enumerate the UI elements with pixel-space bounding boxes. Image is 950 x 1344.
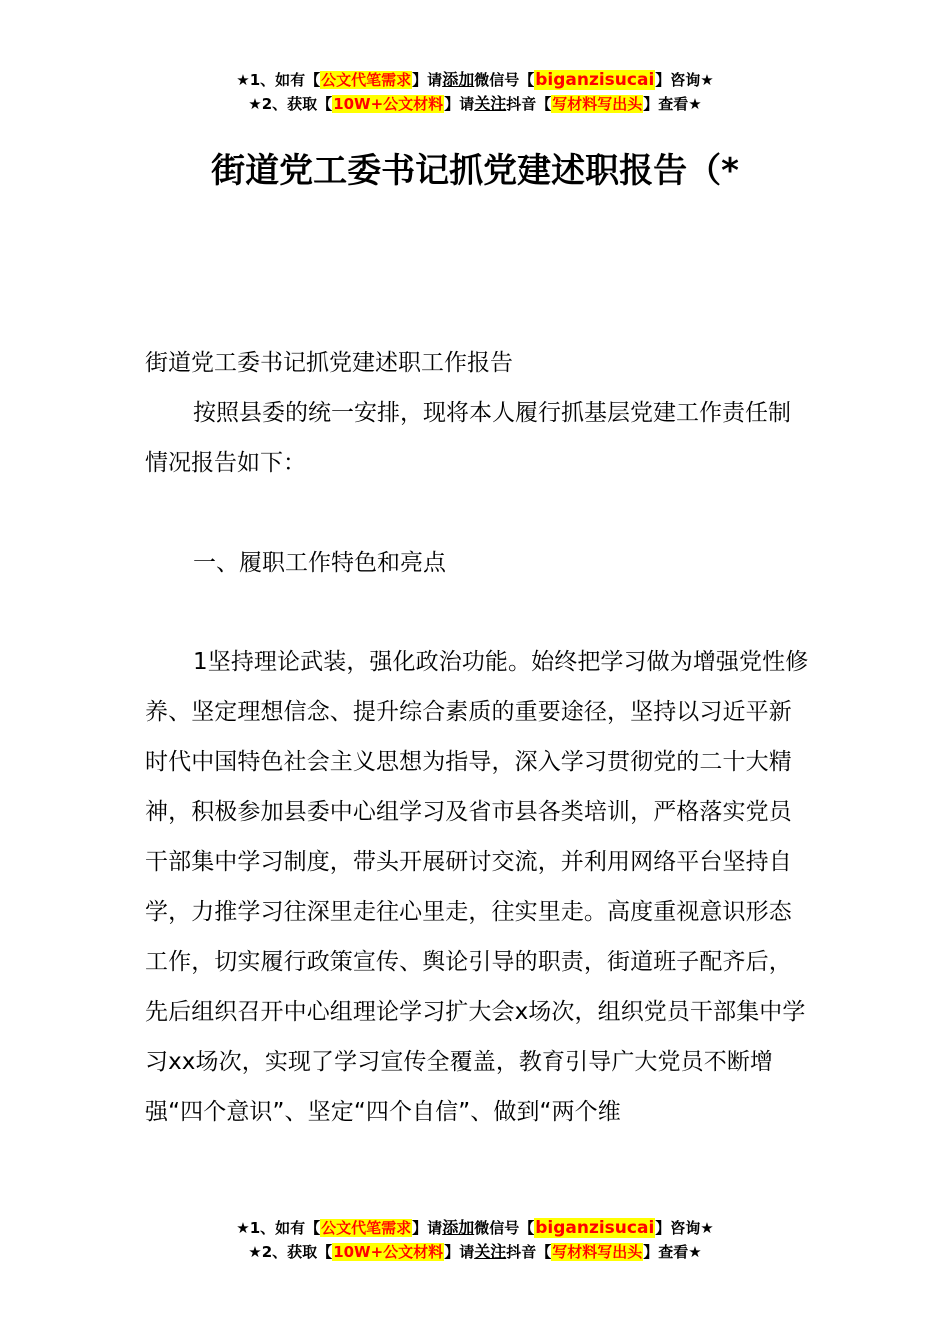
banner-emphasis: 添加 bbox=[442, 1218, 475, 1237]
banner-text: 】请 bbox=[444, 1243, 475, 1261]
banner-text: 】请 bbox=[444, 95, 475, 113]
banner-highlight-wechat: biganzisucai bbox=[535, 70, 655, 90]
banner-text: 微信号【 bbox=[474, 71, 535, 89]
banner-text: 微信号【 bbox=[474, 1219, 535, 1237]
banner-line-1 bbox=[0, 68, 950, 92]
header-banner bbox=[0, 68, 950, 116]
banner-text: 】查看★ bbox=[643, 95, 702, 113]
document-title: 街道党工委书记抓党建述职报告（* bbox=[211, 151, 739, 191]
banner-line-2 bbox=[0, 92, 950, 116]
banner-line-2 bbox=[0, 1240, 950, 1264]
banner-highlight-service: 公文代笔需求 bbox=[321, 1219, 412, 1237]
document-subtitle: 街道党工委书记抓党建述职工作报告 bbox=[145, 350, 513, 376]
banner-text: 抖音【 bbox=[506, 95, 552, 113]
body-paragraph: 1坚持理论武装，强化政治功能。始终把学习做为增强党性修养、坚定理想信念、提升综合素质的重要途径，坚持以习近平新时代中国特色社会主义思想为指导，深入学习贯彻党的二十大精神，积极参加县委中心组学习及省市县各类培训，严格落实党员干部集中学习制度，带头开展研讨交流，并利用网络平台坚持自学，力推学习往深里走往心里走，往实里走。高度重视意识形态工作，切实履行政策宣传、舆论引导的职责，街道班子配齐后，先后组织召开中心组理论学习扩大会x场次，组织党员干部集中学习xx场次，实现了学习宣传全覆盖，教育引导广大党员不断增强“四个意识”、坚定“四个自信”、做到“两个维 bbox=[145, 649, 809, 1125]
banner-highlight-douyin: 写材料写出头 bbox=[552, 95, 643, 113]
banner-text: ★1、如有【 bbox=[236, 71, 321, 89]
banner-text: ★2、获取【 bbox=[248, 1243, 333, 1261]
banner-emphasis: 关注 bbox=[474, 1242, 507, 1261]
banner-text: ★1、如有【 bbox=[236, 1219, 321, 1237]
footer-banner bbox=[0, 1216, 950, 1264]
banner-line-1 bbox=[0, 1216, 950, 1240]
banner-highlight-materials: 10W+公文材料 bbox=[333, 95, 444, 113]
banner-text: 】查看★ bbox=[643, 1243, 702, 1261]
intro-paragraph: 按照县委的统一安排，现将本人履行抓基层党建工作责任制情况报告如下： bbox=[145, 400, 791, 476]
banner-highlight-douyin: 写材料写出头 bbox=[552, 1243, 643, 1261]
banner-emphasis: 添加 bbox=[442, 70, 475, 89]
banner-text: 抖音【 bbox=[506, 1243, 552, 1261]
banner-text: 】咨询★ bbox=[655, 71, 714, 89]
banner-highlight-wechat: biganzisucai bbox=[535, 1218, 655, 1238]
banner-text: 】请 bbox=[412, 1219, 443, 1237]
banner-text: ★2、获取【 bbox=[248, 95, 333, 113]
section-heading: 一、履职工作特色和亮点 bbox=[193, 550, 446, 576]
banner-highlight-materials: 10W+公文材料 bbox=[333, 1243, 444, 1261]
banner-emphasis: 关注 bbox=[474, 94, 507, 113]
banner-text: 】请 bbox=[412, 71, 443, 89]
banner-text: 】咨询★ bbox=[655, 1219, 714, 1237]
banner-highlight-service: 公文代笔需求 bbox=[321, 71, 412, 89]
